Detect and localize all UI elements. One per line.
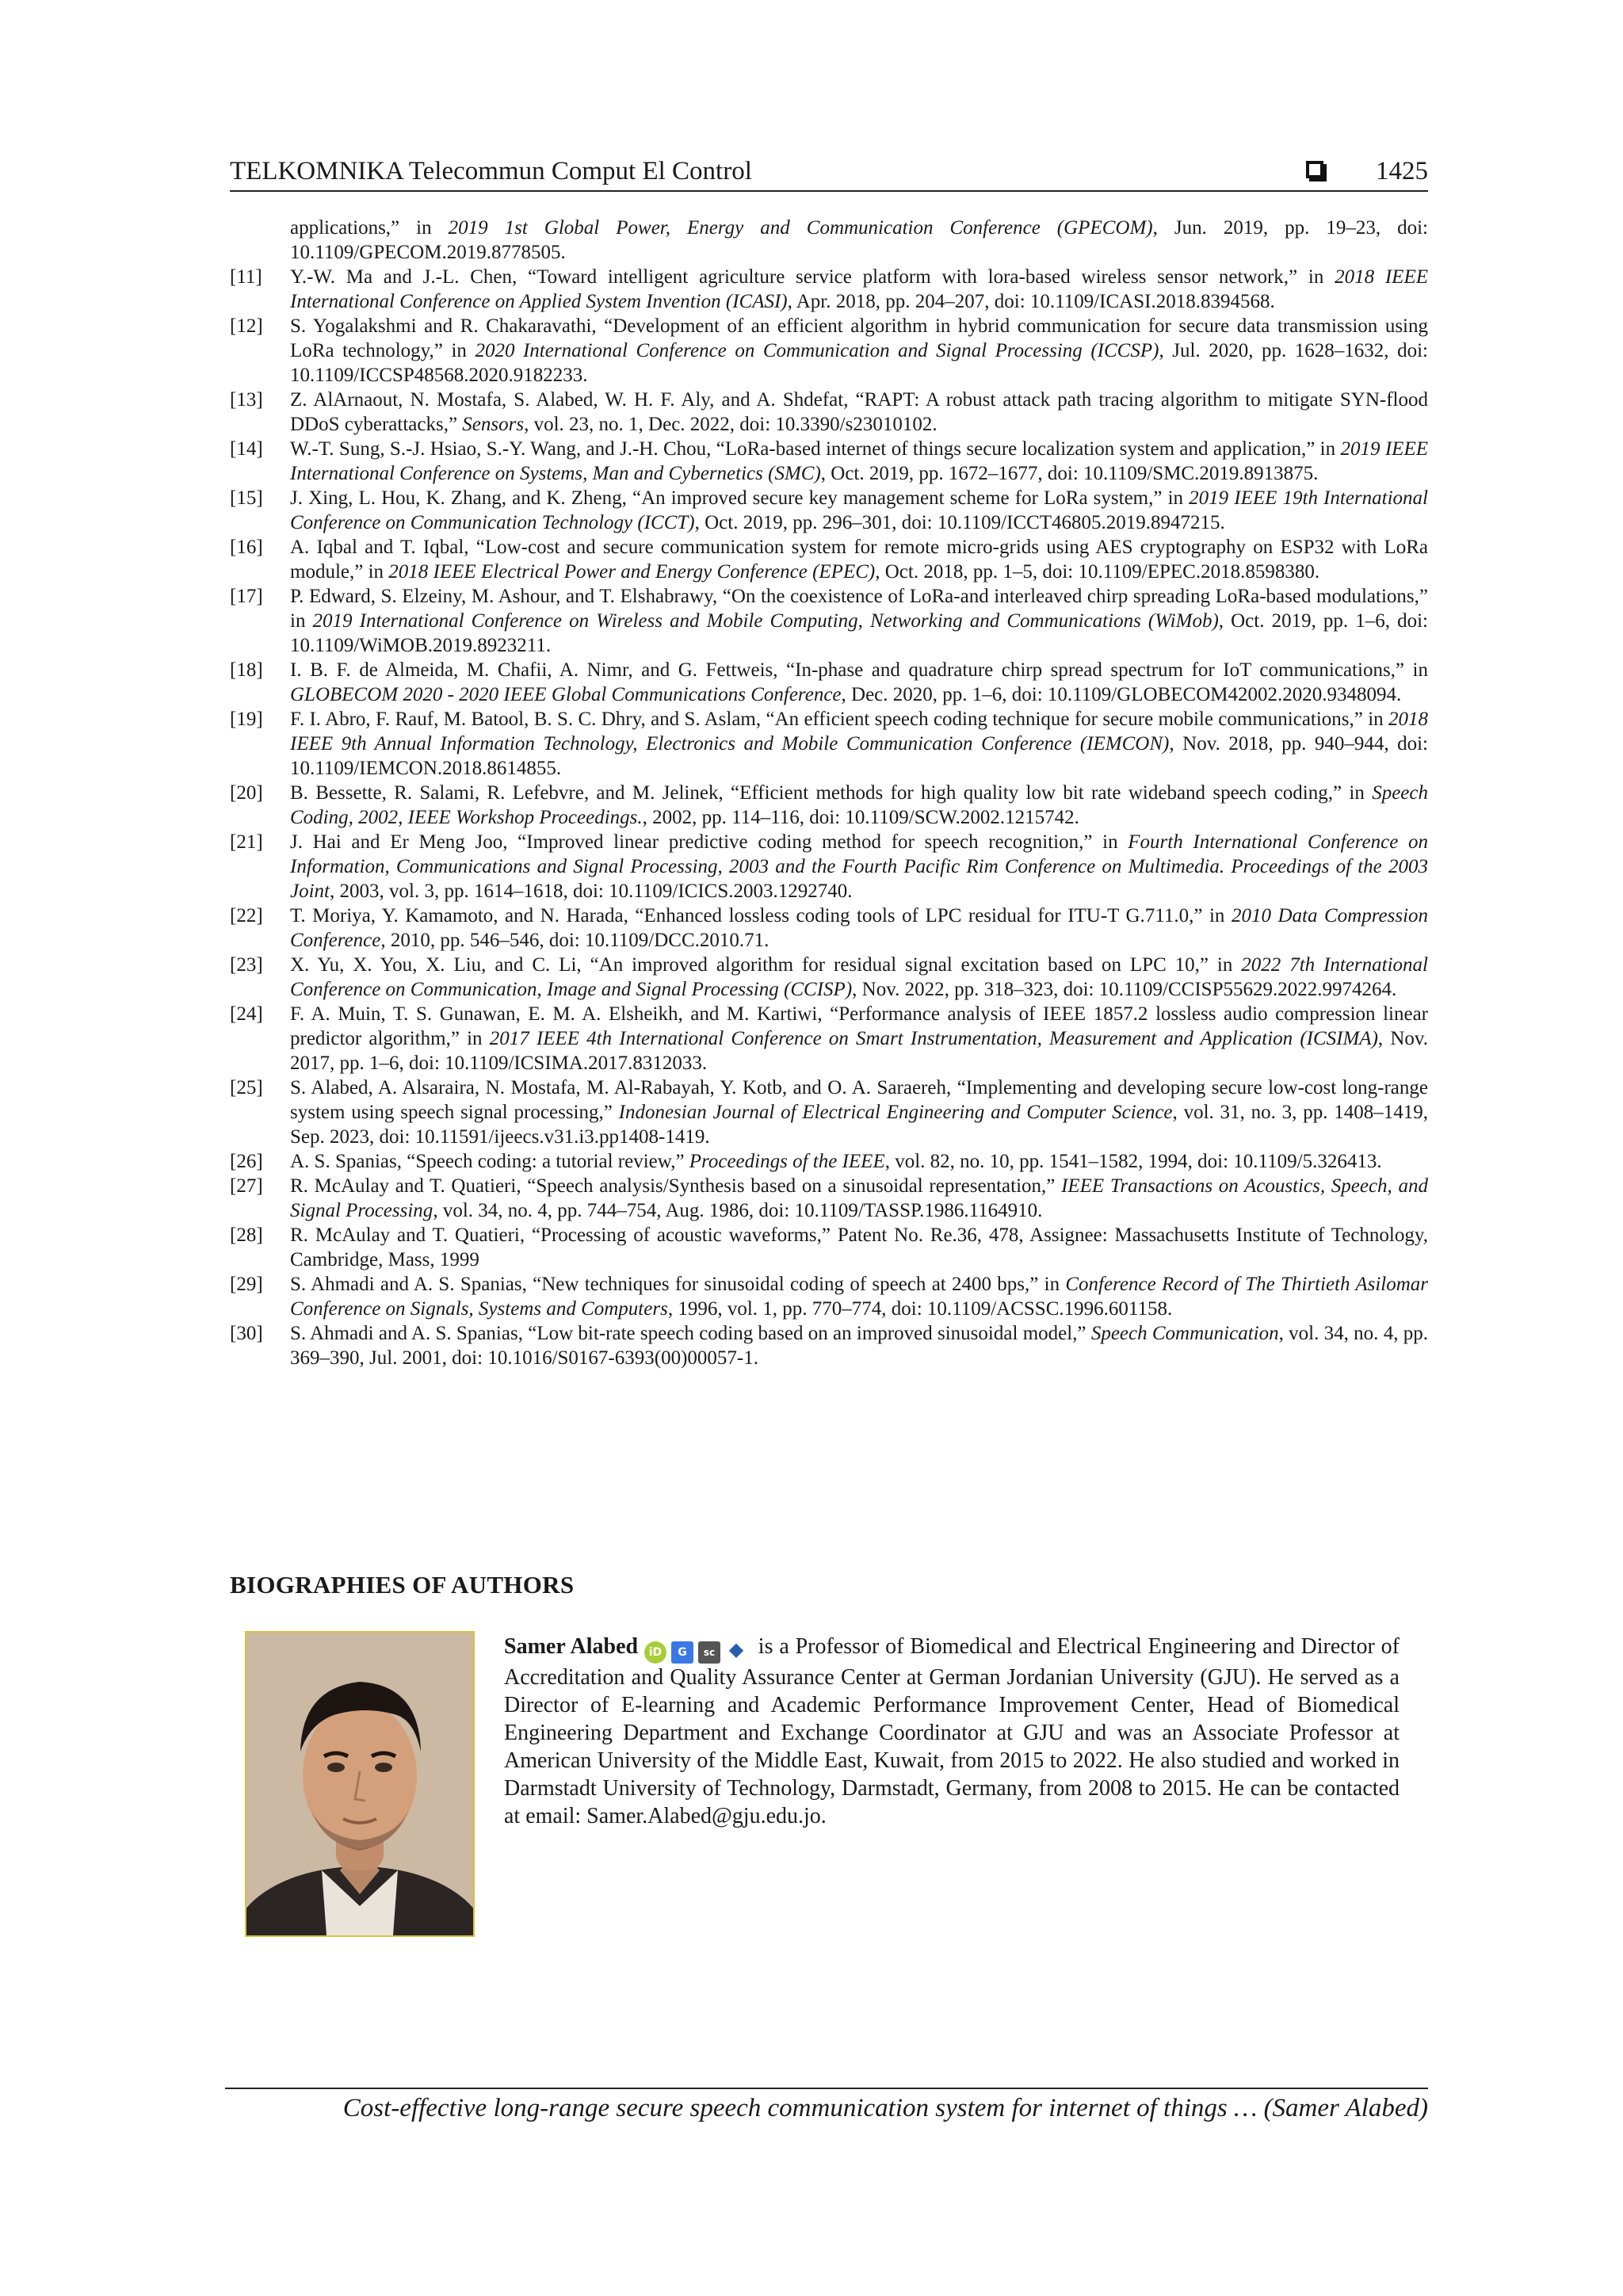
reference-item (230, 265, 1428, 314)
reference-segment: , vol. 34, no. 4, pp. 744–754, Aug. 1986, doi: 10.1109/TASSP.1986.1164910. (433, 1200, 1043, 1221)
reference-segment: R. McAulay and T. Quatieri, “Processing of acoustic waveforms,” Patent No. Re.36, 478, Assignee: Massachusetts Institute of Technology, Cambridge, Mass, 1999 (290, 1224, 1428, 1270)
reference-segment: , Nov. 2018, pp. 940–944, doi: 10.1109/IEMCON.2018.8614855. (290, 733, 1429, 779)
reference-number: [26] (230, 1151, 263, 1172)
reference-segment: , vol. 23, no. 1, Dec. 2022, doi: 10.3390/s23010102. (524, 414, 938, 435)
reference-number: [23] (230, 954, 263, 976)
reference-text (290, 658, 1428, 707)
reference-venue: 2019 1st Global Power, Energy and Communication Conference (GPECOM) (448, 217, 1153, 239)
reference-text (290, 781, 1428, 830)
reference-item (230, 1002, 1428, 1075)
reference-segment: , vol. 34, no. 4, pp. 369–390, Jul. 2001, doi: 10.1016/S0167-6393(00)00057-1. (290, 1323, 1428, 1369)
scopus-icon[interactable]: sc (698, 1641, 720, 1664)
reference-segment: B. Bessette, R. Salami, R. Lefebvre, and M. Jelinek, “Efficient methods for high quality low bit rate wideband speech coding,” in (290, 782, 1373, 804)
reference-segment: J. Xing, L. Hou, K. Zhang, and K. Zheng, “An improved secure key management scheme for LoRa system,” in (290, 487, 1190, 509)
header-divider (230, 190, 1428, 192)
reference-item (230, 904, 1428, 953)
reference-text (290, 314, 1428, 388)
reference-number: [16] (230, 537, 263, 558)
author-biography (504, 1633, 1400, 1830)
reference-item (230, 830, 1428, 904)
reference-number: [25] (230, 1077, 263, 1098)
author-portrait-image (246, 1633, 473, 1935)
page-number: 1425 (1376, 157, 1428, 185)
reference-segment: Z. AlArnaout, N. Mostafa, S. Alabed, W. H. F. Aly, and A. Shdefat, “RAPT: A robust attack path tracing algorithm to mitigate SYN-flood DDoS cyberattacks,” (290, 389, 1428, 435)
reference-number: [15] (230, 487, 263, 509)
reference-segment: Y.-W. Ma and J.-L. Chen, “Toward intelligent agriculture service platform with lora-based wireless sensor network,” in (290, 266, 1335, 288)
reference-venue: 2019 IEEE International Conference on Systems, Man and Cybernetics (SMC) (290, 438, 1428, 484)
reference-segment: , Apr. 2018, pp. 204–207, doi: 10.1109/ICASI.2018.8394568. (787, 291, 1275, 312)
reference-text (290, 584, 1428, 658)
reference-number: [20] (230, 782, 263, 804)
reference-venue: Speech Communication (1090, 1323, 1279, 1344)
google-scholar-icon[interactable]: G (671, 1641, 693, 1664)
reference-number: [24] (230, 1003, 263, 1025)
reference-text (290, 1075, 1428, 1149)
reference-list (230, 216, 1428, 1370)
biography-text: is a Professor of Biomedical and Electrical Engineering and Director of Accreditation and Quality Assurance Center at German Jordanian University (GJU). He served as a Director of E-learning and Academic Performance Improvement Center, Head of Biomedical Engineering Department and Exchange Coordinator at GJU and was an Associate Professor at American University of the Middle East, Kuwait, from 2015 to 2022. He also studied and worked in Darmstadt University of Technology, Darmstadt, Germany, from 2008 to 2015. He can be contacted at email: Samer.Alabed@gju.edu.jo. (504, 1634, 1400, 1828)
reference-segment: , Dec. 2020, pp. 1–6, doi: 10.1109/GLOBECOM42002.2020.9348094. (841, 684, 1402, 705)
reference-number: [30] (230, 1323, 263, 1344)
reference-venue: 2019 IEEE 19th International Conference on Communication Technology (ICCT) (290, 487, 1428, 533)
reference-text (290, 486, 1428, 535)
reference-segment: , 2010, pp. 546–546, doi: 10.1109/DCC.2010.71. (380, 930, 769, 951)
reference-item (230, 388, 1428, 437)
reference-segment: applications,” in (290, 217, 449, 239)
reference-item (230, 1223, 1428, 1272)
reference-venue: IEEE Transactions on Acoustics, Speech, and Signal Processing (290, 1175, 1428, 1221)
reference-venue: 2020 International Conference on Communication and Signal Processing (ICCSP) (475, 340, 1159, 361)
reference-segment: , Nov. 2017, pp. 1–6, doi: 10.1109/ICSIMA.2017.8312033. (290, 1028, 1428, 1074)
reference-number: [27] (230, 1175, 263, 1197)
reference-venue: Conference Record of The Thirtieth Asilomar Conference on Signals, Systems and Computers (290, 1274, 1428, 1320)
reference-venue: 2018 IEEE Electrical Power and Energy Conference (EPEC) (388, 561, 876, 583)
reference-text (290, 216, 1428, 265)
reference-text (290, 1223, 1428, 1272)
orcid-icon[interactable]: iD (644, 1641, 666, 1664)
reference-number: [29] (230, 1274, 263, 1295)
reference-segment: , Oct. 2019, pp. 1–6, doi: 10.1109/WiMOB.2019.8923211. (290, 610, 1428, 656)
page-square-icon (1306, 161, 1323, 178)
author-name: Samer Alabed (504, 1634, 639, 1659)
reference-venue: Speech Coding, 2002, IEEE Workshop Proceedings. (290, 782, 1428, 828)
reference-segment: , 2002, pp. 114–116, doi: 10.1109/SCW.2002.1215742. (642, 807, 1079, 828)
reference-text (290, 1272, 1428, 1321)
reference-number: [28] (230, 1224, 263, 1246)
reference-venue: Proceedings of the IEEE (689, 1151, 885, 1172)
reference-number: [14] (230, 438, 263, 460)
reference-venue: 2022 7th International Conference on Communication, Image and Signal Processing (CCISP) (290, 954, 1428, 1000)
reference-segment: , 1996, vol. 1, pp. 770–774, doi: 10.1109/ACSSC.1996.601158. (667, 1298, 1173, 1320)
reference-item (230, 437, 1428, 486)
publons-icon[interactable]: ◆ (725, 1638, 747, 1660)
reference-segment: A. Iqbal and T. Iqbal, “Low-cost and secure communication system for remote micro-grids using AES cryptography on ESP32 with LoRa module,” in (290, 537, 1428, 583)
reference-venue: 2019 International Conference on Wireless and Mobile Computing, Networking and Communications (WiMob) (312, 610, 1219, 632)
biographies-heading: BIOGRAPHIES OF AUTHORS (230, 1571, 575, 1599)
reference-item (230, 1174, 1428, 1223)
reference-segment: S. Ahmadi and A. S. Spanias, “Low bit-rate speech coding based on an improved sinusoidal model,” (290, 1323, 1091, 1344)
reference-number: [17] (230, 586, 263, 607)
reference-segment: , Jul. 2020, pp. 1628–1632, doi: 10.1109/ICCSP48568.2020.9182233. (290, 340, 1428, 386)
reference-item (230, 1149, 1428, 1174)
reference-text (290, 707, 1428, 781)
reference-text (290, 904, 1428, 953)
reference-text (290, 535, 1428, 584)
reference-text (290, 1149, 1428, 1174)
reference-venue: Fourth International Conference on Information, Communications and Signal Processing, 2003 and the Fourth Pacific Rim Conference on Multimedia. Proceedings of the 2003 Joint (290, 831, 1428, 902)
reference-segment: S. Ahmadi and A. S. Spanias, “New techniques for sinusoidal coding of speech at 2400 bps,” in (290, 1274, 1066, 1295)
reference-segment: X. Yu, X. You, X. Liu, and C. Li, “An improved algorithm for residual signal excitation based on LPC 10,” in (290, 954, 1242, 976)
reference-number: [11] (230, 266, 262, 288)
reference-item (230, 486, 1428, 535)
reference-segment: A. S. Spanias, “Speech coding: a tutorial review,” (290, 1151, 689, 1172)
reference-segment: W.-T. Sung, S.-J. Hsiao, S.-Y. Wang, and J.-H. Chou, “LoRa-based internet of things secure localization system and application,” in (290, 438, 1341, 460)
reference-item (230, 1321, 1428, 1370)
reference-item (230, 781, 1428, 830)
reference-venue: GLOBECOM 2020 - 2020 IEEE Global Communications Conference (290, 684, 842, 705)
reference-text (290, 1002, 1428, 1075)
reference-segment: R. McAulay and T. Quatieri, “Speech analysis/Synthesis based on a sinusoidal representation,” (290, 1175, 1062, 1197)
reference-segment: , Oct. 2019, pp. 296–301, doi: 10.1109/ICCT46805.2019.8947215. (694, 512, 1225, 533)
reference-segment: , Nov. 2022, pp. 318–323, doi: 10.1109/CCISP55629.2022.9974264. (852, 979, 1397, 1000)
reference-number: [13] (230, 389, 263, 411)
reference-segment: S. Yogalakshmi and R. Chakaravathi, “Development of an efficient algorithm in hybrid communication for secure data transmission using LoRa technology,” in (290, 315, 1428, 361)
page-footer: Cost-effective long-range secure speech communication system for internet of things … (Samer Alabed) (342, 2094, 1428, 2122)
reference-segment: P. Edward, S. Elzeiny, M. Ashour, and T. Elshabrawy, “On the coexistence of LoRa-and interleaved chirp spreading LoRa-based modulations,” in (290, 586, 1428, 632)
reference-text (290, 1174, 1428, 1223)
reference-item (230, 707, 1428, 781)
reference-segment: I. B. F. de Almeida, M. Chafii, A. Nimr, and G. Fettweis, “In-phase and quadrature chirp spread spectrum for IoT communications,” in (290, 659, 1428, 681)
reference-item (230, 1272, 1428, 1321)
reference-item (230, 535, 1428, 584)
reference-text (290, 265, 1428, 314)
footer-divider (225, 2088, 1428, 2089)
reference-text (290, 953, 1428, 1002)
author-photo (245, 1631, 475, 1937)
reference-venue: 2018 IEEE 9th Annual Information Technology, Electronics and Mobile Communication Conference (IEMCON) (290, 709, 1428, 755)
reference-item (230, 314, 1428, 388)
journal-title: TELKOMNIKA Telecommun Comput El Control (230, 157, 752, 185)
page-header (230, 155, 1428, 192)
reference-venue: 2018 IEEE International Conference on Applied System Invention (ICASI) (290, 266, 1428, 312)
reference-segment: , vol. 82, no. 10, pp. 1541–1582, 1994, doi: 10.1109/5.326413. (884, 1151, 1382, 1172)
reference-segment: F. I. Abro, F. Rauf, M. Batool, B. S. C. Dhry, and S. Aslam, “An efficient speech coding technique for secure mobile communications,” in (290, 709, 1388, 730)
reference-text (290, 1321, 1428, 1370)
reference-item (230, 1075, 1428, 1149)
reference-number (230, 216, 290, 265)
reference-item (230, 584, 1428, 658)
reference-number: [12] (230, 315, 263, 337)
reference-segment: , Oct. 2019, pp. 1672–1677, doi: 10.1109/SMC.2019.8913875. (820, 463, 1319, 484)
reference-number: [19] (230, 709, 263, 730)
reference-segment: , Oct. 2018, pp. 1–5, doi: 10.1109/EPEC.2018.8598380. (875, 561, 1320, 583)
reference-item (230, 953, 1428, 1002)
reference-number: [21] (230, 831, 263, 853)
reference-segment: , Jun. 2019, pp. 19–23, doi: 10.1109/GPECOM.2019.8778505. (290, 217, 1429, 263)
reference-number: [22] (230, 905, 263, 926)
reference-venue: Indonesian Journal of Electrical Engineering and Computer Science (618, 1102, 1173, 1123)
reference-text (290, 830, 1428, 904)
reference-text (290, 437, 1428, 486)
reference-segment: T. Moriya, Y. Kamamoto, and N. Harada, “Enhanced lossless coding tools of LPC residual for ITU-T G.711.0,” in (290, 905, 1232, 926)
reference-segment: , 2003, vol. 3, pp. 1614–1618, doi: 10.1109/ICICS.2003.1292740. (330, 881, 853, 902)
reference-text (290, 388, 1428, 437)
reference-segment: F. A. Muin, T. S. Gunawan, E. M. A. Elsheikh, and M. Kartiwi, “Performance analysis of IEEE 1857.2 lossless audio compression linear predictor algorithm,” in (290, 1003, 1428, 1049)
reference-segment: S. Alabed, A. Alsaraira, N. Mostafa, M. Al-Rabayah, Y. Kotb, and O. A. Saraereh, “Implementing and developing secure low-cost long-range system using speech signal processing,” (290, 1077, 1428, 1123)
reference-venue: 2010 Data Compression Conference (290, 905, 1429, 951)
reference-item (230, 216, 1428, 265)
reference-venue: 2017 IEEE 4th International Conference on Smart Instrumentation, Measurement and Application (ICSIMA) (489, 1028, 1378, 1049)
reference-segment: , vol. 31, no. 3, pp. 1408–1419, Sep. 2023, doi: 10.11591/ijeecs.v31.i3.pp1408-1419. (290, 1102, 1428, 1148)
reference-venue: Sensors (462, 414, 525, 435)
reference-item (230, 658, 1428, 707)
reference-segment: J. Hai and Er Meng Joo, “Improved linear predictive coding method for speech recognition,” in (290, 831, 1128, 853)
reference-number: [18] (230, 659, 263, 681)
